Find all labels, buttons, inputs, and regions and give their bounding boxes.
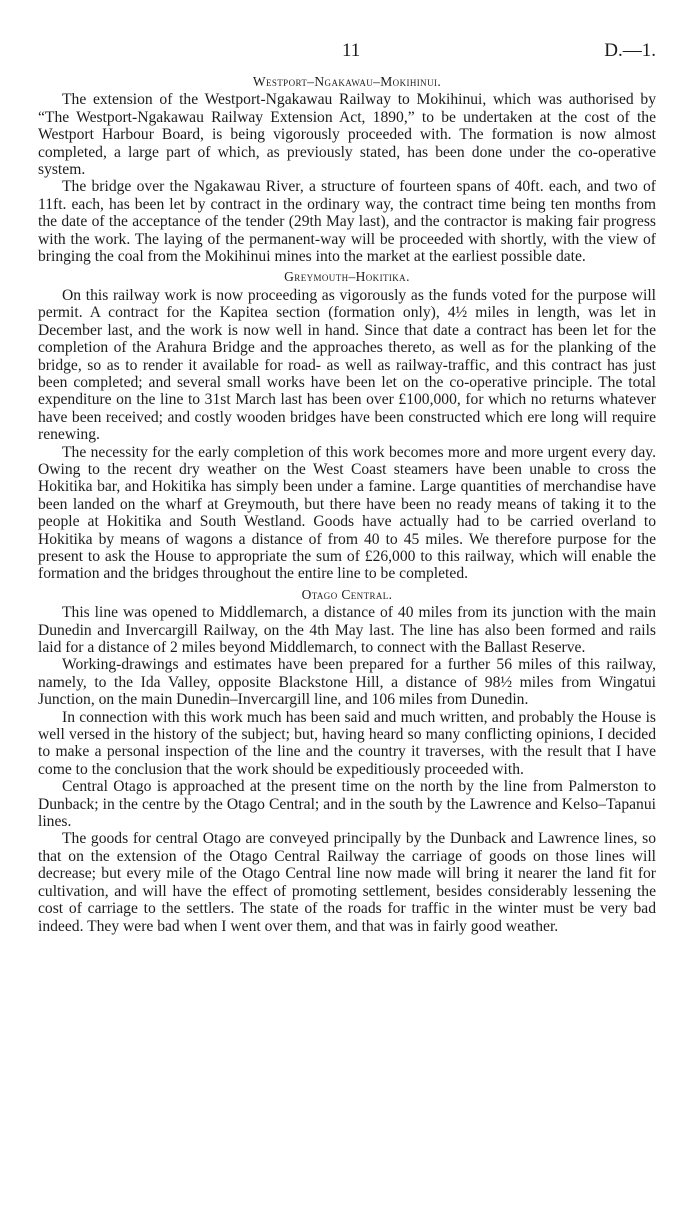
document-reference: D.—1. <box>604 40 656 61</box>
section-heading: Westport–Ngakawau–Mokihinui. <box>252 74 442 89</box>
paragraph: In connection with this work much has been said and much written, and probably the House is well versed in the history of the subject; but, having heard so many conflicting opinions, I decided to make a personal inspection of the line and the country it traverses, with the result that I have come to the conclusion that the work should be expeditiously proceeded with. <box>38 708 656 778</box>
section-westport <box>38 73 656 265</box>
paragraph: On this railway work is now proceeding as vigorously as the funds voted for the purpose will permit. A contract for the Kapitea section (formation only), 4½ miles in length, was let in December last, and the work is now well in hand. Since that date a contract has been let for the completion of the Arahura Bridge and the approaches thereto, as well as for the planking of the bridge, so as to render it available for road- as well as railway-traffic, and this contract has just been completed; and several small works have been let on the co-operative principle. The total expenditure on the line to 31st March last has been over £100,000, for which no returns whatever have been received; and costly wooden bridges have been constructed which ere long will require renewing. <box>38 286 656 444</box>
paragraph: The bridge over the Ngakawau River, a structure of fourteen spans of 40ft. each, and two of 11ft. each, has been let by contract in the ordinary way, the contract time being ten months from the date of the acceptance of the tender (29th May last), and the contractor is making fair progress with the work. The laying of the permanent-way will be proceeded with shortly, with the view of bringing the coal from the Mokihinui mines into the market at the earliest possible date. <box>38 178 656 266</box>
paragraph: This line was opened to Middlemarch, a distance of 40 miles from its junction with the main Dunedin and Invercargill Railway, on the 4th May last. The line has also been formed and rails laid for a distance of 2 miles beyond Middlemarch, to connect with the Ballast Reserve. <box>38 604 656 656</box>
body-text <box>38 70 656 935</box>
paragraph: Central Otago is approached at the present time on the north by the line from Palmerston to Dunback; in the centre by the Otago Central; and in the south by the Lawrence and Kelso–Tapanui lines. <box>38 778 656 831</box>
page-number: 11 <box>342 40 361 61</box>
section-heading: Otago Central. <box>301 586 393 602</box>
paragraph: The goods for central Otago are conveyed principally by the Dunback and Lawrence lines, so that on the extension of the Otago Central Railway the carriage of goods on those lines will decrease; but every mile of the Otago Central line now made will bring it nearer the land fit for cultivation, and will have the effect of promoting settlement, besides considerably lessening the cost of carriage to the settlers. The state of the roads for traffic in the winter must be very bad indeed. They were bad when I went over them, and that was in fairly good weather. <box>38 830 656 935</box>
section-greymouth <box>38 268 656 582</box>
paragraph: The necessity for the early completion of this work becomes more and more urgent every day. Owing to the recent dry weather on the West Coast steamers have been unable to cross the Hokitika bar, and Hokitika has simply been under a famine. Large quantities of merchandise have been landed on the wharf at Greymouth, but there have been no ready means of taking it to the people at Hokitika and South Westland. Goods have actually had to be carried overland to Hokitika by means of wagons a distance of from 40 to 45 miles. We therefore purpose for the present to ask the House to appropriate the sum of £26,000 to this railway, which will enable the formation and the bridges throughout the entire line to be completed. <box>38 443 656 583</box>
section-otago-central <box>38 586 656 935</box>
paragraph: Working-drawings and estimates have been prepared for a further 56 miles of this railway, namely, to the Ida Valley, opposite Blackstone Hill, a distance of 98½ miles from Wingatui Junction, on the main Dunedin–Invercargill line, and 106 miles from Dunedin. <box>38 656 656 709</box>
paragraph: The extension of the Westport-Ngakawau Railway to Mokihinui, which was authorised by “The Westport-Ngakawau Railway Extension Act, 1890,” to be undertaken at the cost of the Westport Harbour Board, is being vigorously proceeded with. The formation is now almost completed, a large part of which, as previously stated, has been done under the co-operative system. <box>38 91 656 179</box>
section-heading: Greymouth–Hokitika. <box>284 269 410 285</box>
